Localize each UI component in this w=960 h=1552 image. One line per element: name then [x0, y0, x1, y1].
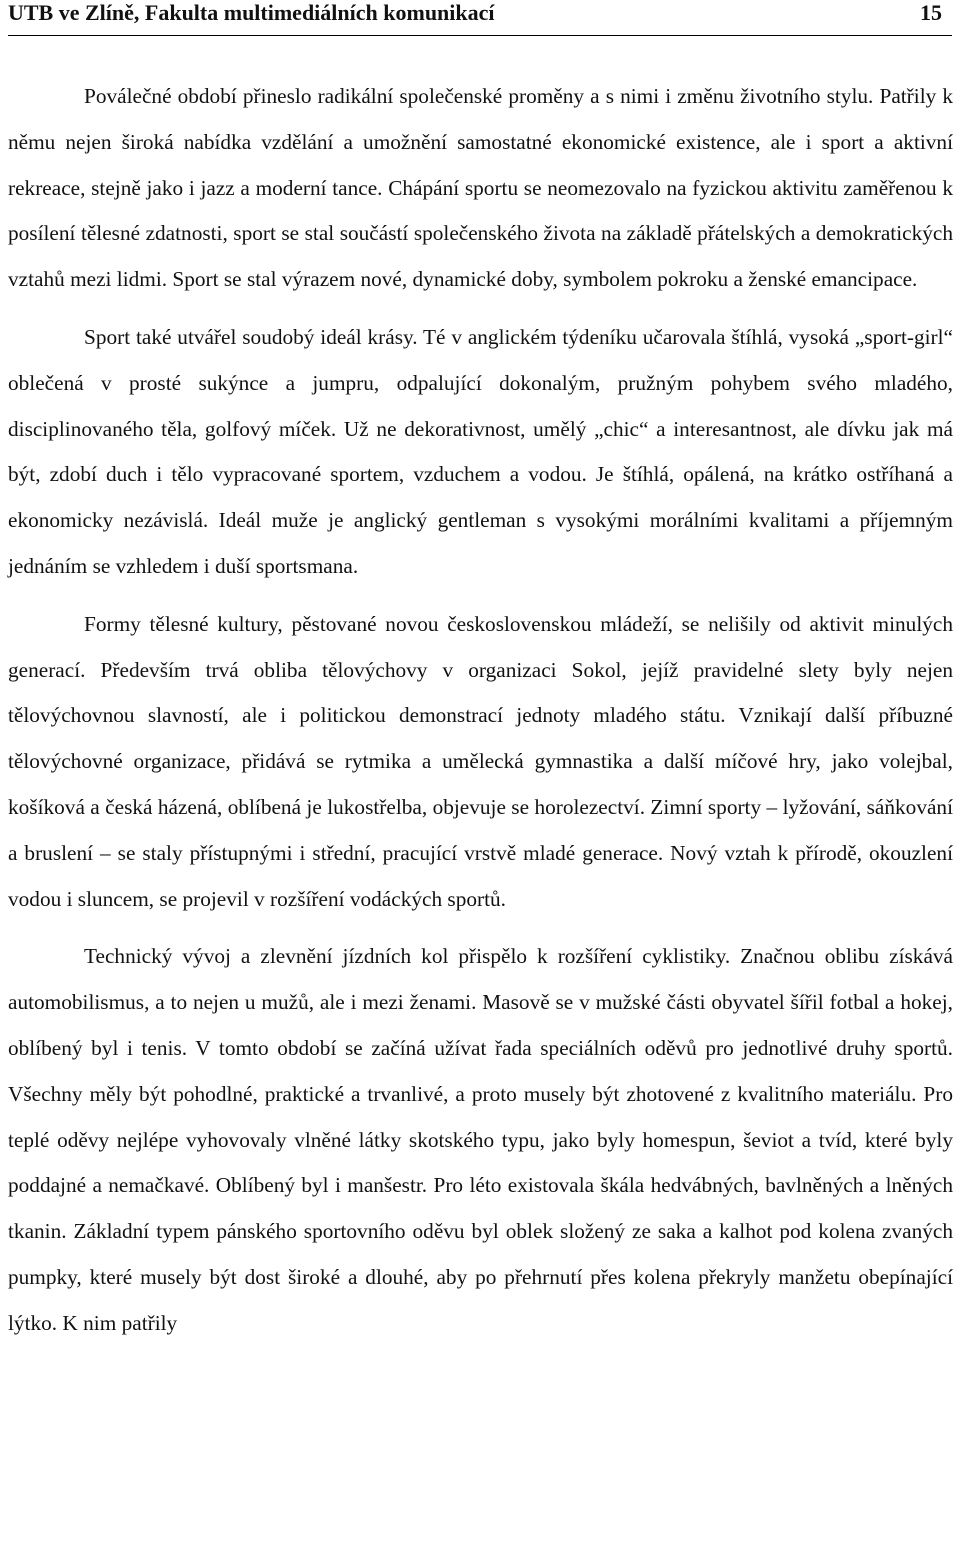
paragraph-physical-culture: Formy tělesné kultury, pěstované novou československou mládeží, se nelišily od aktivit minulých generací. Především trvá obliba tělovýchovy v organizaci Sokol, jejíž pravidelné slety byly nejen tělovýchovnou slavností, ale i politickou demonstrací jednoty mladého státu. Vznikají další příbuzné tělovýchovné organizace, přidává se rytmika a umělecká gymnastika a další míčové hry, jako volejbal, košíková a česká házená, oblíbená je lukostřelba, objevuje se horolezectví. Zimní sporty – lyžování, sáňkování a bruslení – se staly přístupnými i střední, pracující vrstvě mladé generace. Nový vztah k přírodě, okouzlení vodou i sluncem, se projevil v rozšíření vodáckých sportů.	[8, 611, 953, 911]
document-header-title: UTB ve Zlíně, Fakulta multimediálních komunikací	[8, 0, 495, 25]
document-body	[8, 74, 953, 1347]
page-number: 15	[920, 0, 942, 25]
paragraph-sports-clothing: Technický vývoj a zlevnění jízdních kol přispělo k rozšíření cyklistiky. Značnou oblibu získává automobilismus, a to nejen u mužů, ale i mezi ženami. Masově se v mužské části obyvatel šířil fotbal a hokej, oblíbený byl i tenis. V tomto období se začíná užívat řada speciálních oděvů pro jednotlivé druhy sportů. Všechny měly být pohodlné, praktické a trvanlivé, a proto musely být zhotovené z kvalitního materiálu. Pro teplé oděvy nejlépe vyhovovaly vlněné látky skotského typu, jako byly homespun, ševiot a tvíd, které byly poddajné a nemačkavé. Oblíbený byl i manšestr. Pro léto existovala škála hedvábných, bavlněných a lněných tkanin. Základní typem pánského sportovního oděvu byl oblek složený ze saka a kalhot pod kolena zvaných pumpky, které musely být dost široké a dlouhé, aby po přehrnutí přes kolena překryly manžetu obepínající lýtko. K nim patřily	[8, 944, 953, 1335]
page-header	[8, 0, 952, 36]
paragraph-beauty-ideal: Sport také utvářel soudobý ideál krásy. Té v anglickém týdeníku učarovala štíhlá, vysoká „sport-girl“ oblečená v prosté sukýnce a jumpru, odpalující dokonalým, pružným pohybem svého mladého, disciplinovaného těla, golfový míček. Už ne dekorativnost, umělý „chic“ a interesantnost, ale dívku jak má být, zdobí duch i tělo vypracované sportem, vzduchem a vodou. Je štíhlá, opálená, na krátko ostříhaná a ekonomicky nezávislá. Ideál muže je anglický gentleman s vysokými morálními kvalitami a příjemným jednáním se vzhledem i duší sportsmana.	[8, 324, 953, 578]
paragraph-postwar-lifestyle: Poválečné období přineslo radikální společenské proměny a s nimi i změnu životního stylu. Patřily k němu nejen široká nabídka vzdělání a umožnění samostatné ekonomické existence, ale i sport a aktivní rekreace, stejně jako i jazz a moderní tance. Chápání sportu se neomezovalo na fyzickou aktivitu zaměřenou k posílení tělesné zdatnosti, sport se stal součástí společenského života na základě přátelských a demokratických vztahů mezi lidmi. Sport se stal výrazem nové, dynamické doby, symbolem pokroku a ženské emancipace.	[8, 84, 953, 292]
